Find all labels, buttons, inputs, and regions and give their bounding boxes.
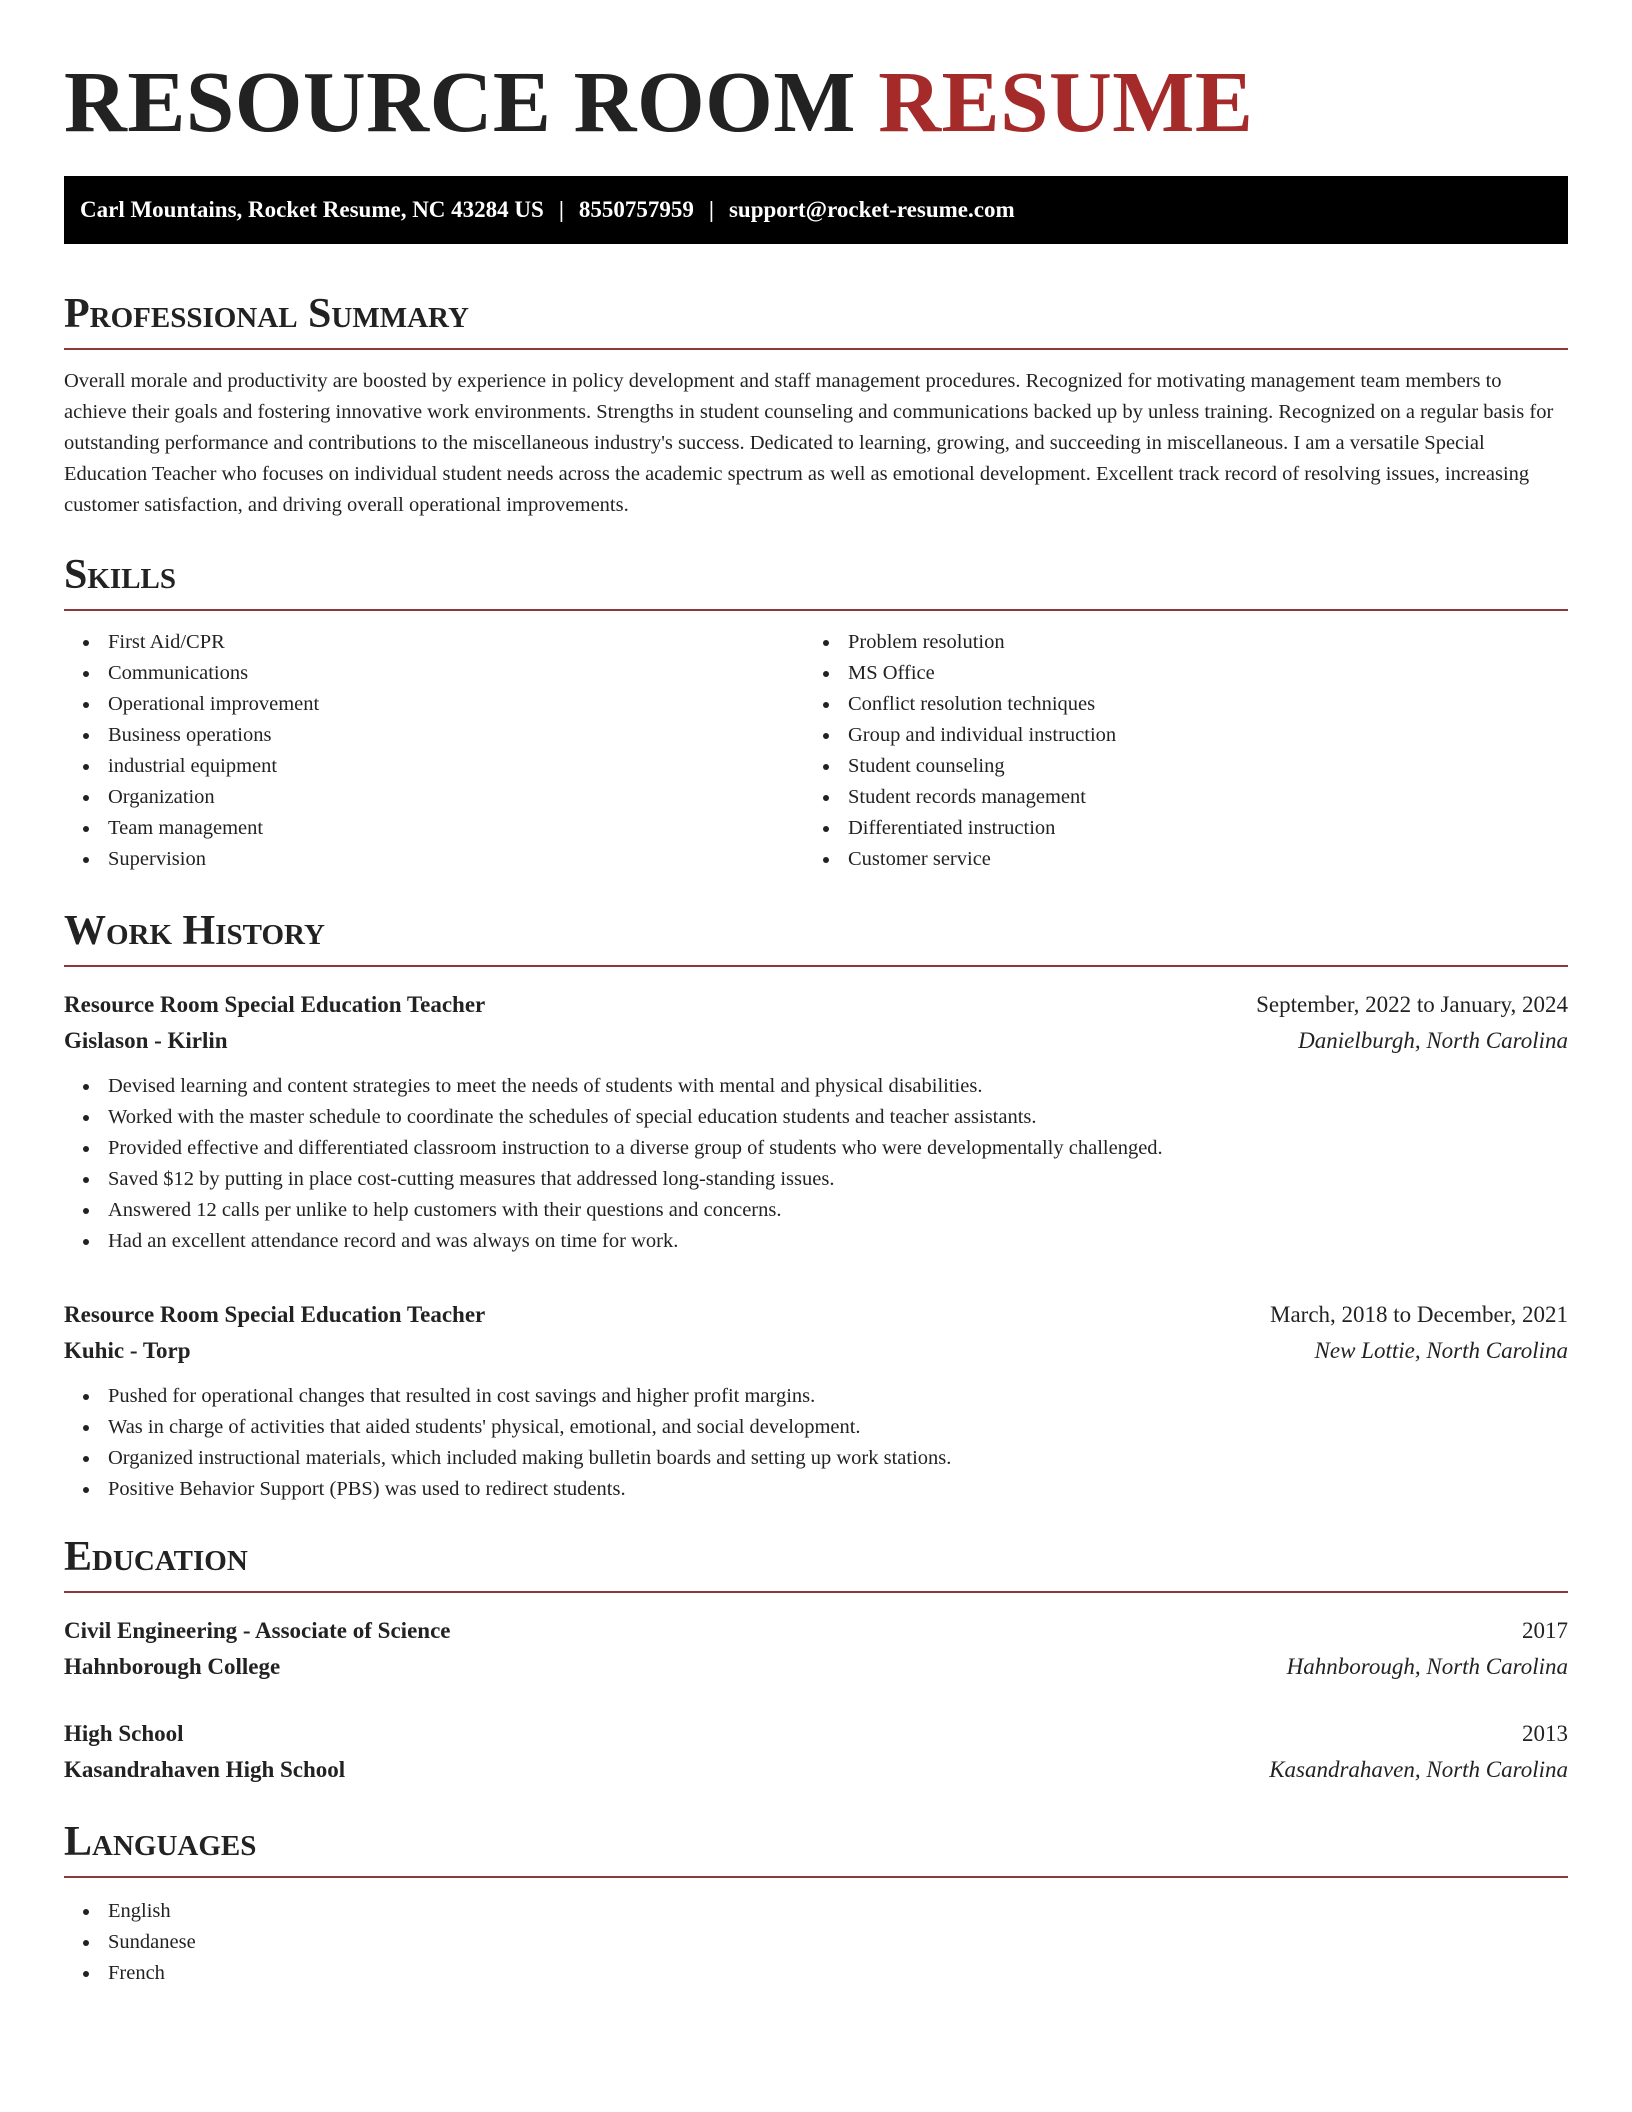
job-company: Kuhic - Torp (64, 1338, 191, 1363)
contact-separator: | (558, 197, 564, 222)
resume-page (64, 0, 1568, 1989)
job-company-row (64, 1333, 1568, 1369)
language-item: English (64, 1896, 1568, 1927)
job-location: Danielburgh, North Carolina (1298, 1028, 1568, 1053)
education-school-row (64, 1649, 1568, 1685)
skill-item: Student records management (804, 782, 1544, 813)
job-bullets (64, 1381, 1568, 1505)
job-company-row (64, 1023, 1568, 1059)
job-bullets (64, 1071, 1568, 1257)
job-entry (64, 1297, 1568, 1505)
work-history-heading: Work History (64, 905, 1568, 967)
job-bullet: Answered 12 calls per unlike to help customers with their questions and concerns. (64, 1195, 1568, 1226)
education-location: Hahnborough, North Carolina (1286, 1654, 1568, 1679)
education-degree: Civil Engineering - Associate of Science (64, 1618, 451, 1643)
job-bullet: Pushed for operational changes that resulted in cost savings and higher profit margins. (64, 1381, 1568, 1412)
skill-item: MS Office (804, 658, 1544, 689)
education-heading: Education (64, 1531, 1568, 1593)
contact-address: Carl Mountains, Rocket Resume, NC 43284 US (80, 197, 544, 222)
skill-item: Business operations (64, 720, 804, 751)
education-degree: High School (64, 1721, 184, 1746)
contact-email[interactable]: support@rocket-resume.com (728, 197, 1015, 222)
education-year: 2017 (1522, 1618, 1568, 1643)
education-school: Kasandrahaven High School (64, 1757, 346, 1782)
job-title-row (64, 1297, 1568, 1333)
title-accent: RESUME (878, 53, 1254, 150)
education-degree-row (64, 1716, 1568, 1752)
job-bullet: Provided effective and differentiated classroom instruction to a diverse group of students who were developmentally challenged. (64, 1133, 1568, 1164)
skill-item: Conflict resolution techniques (804, 689, 1544, 720)
skill-item: Communications (64, 658, 804, 689)
resume-title (64, 0, 1568, 152)
skill-item: Student counseling (804, 751, 1544, 782)
job-bullet: Saved $12 by putting in place cost-cutting measures that addressed long-standing issues. (64, 1164, 1568, 1195)
skill-item: Operational improvement (64, 689, 804, 720)
job-dates: September, 2022 to January, 2024 (1256, 992, 1568, 1017)
skill-item: Group and individual instruction (804, 720, 1544, 751)
education-location: Kasandrahaven, North Carolina (1269, 1757, 1568, 1782)
education-year: 2013 (1522, 1721, 1568, 1746)
summary-text: Overall morale and productivity are boosted by experience in policy development and staff management procedures. Recognized for motivating management team members to achieve their goals and fostering innovative work environments. Strengths in student counseling and communications backed up by unless training. Recognized on a regular basis for outstanding performance and contributions to the miscellaneous industry's success. Dedicated to learning, growing, and succeeding in miscellaneous. I am a versatile Special Education Teacher who focuses on individual student needs across the academic spectrum as well as emotional development. Excellent track record of resolving issues, increasing customer satisfaction, and driving overall operational improvements. (64, 370, 1554, 516)
job-title: Resource Room Special Education Teacher (64, 1302, 486, 1327)
job-dates: March, 2018 to December, 2021 (1270, 1302, 1568, 1327)
education-school: Hahnborough College (64, 1654, 281, 1679)
education-entry (64, 1613, 1568, 1685)
skill-item: Customer service (804, 844, 1544, 875)
job-entry (64, 987, 1568, 1257)
job-company: Gislason - Kirlin (64, 1028, 228, 1053)
job-title-row (64, 987, 1568, 1023)
job-bullet: Devised learning and content strategies to meet the needs of students with mental and physical disabilities. (64, 1071, 1568, 1102)
education-entry (64, 1716, 1568, 1788)
job-bullet: Organized instructional materials, which included making bulletin boards and setting up work stations. (64, 1443, 1568, 1474)
contact-bar (64, 176, 1568, 244)
skill-item: First Aid/CPR (64, 627, 804, 658)
education-degree-row (64, 1613, 1568, 1649)
skill-item: Team management (64, 813, 804, 844)
contact-separator: | (708, 197, 714, 222)
job-bullet: Had an excellent attendance record and was always on time for work. (64, 1226, 1568, 1257)
skills-list-right (804, 627, 1544, 875)
languages-heading: Languages (64, 1816, 1568, 1878)
job-bullet: Was in charge of activities that aided students' physical, emotional, and social development. (64, 1412, 1568, 1443)
skill-item: industrial equipment (64, 751, 804, 782)
skill-item: Problem resolution (804, 627, 1544, 658)
skills-heading: Skills (64, 549, 1568, 611)
languages-list (64, 1896, 1568, 1989)
skills-list-left (64, 627, 804, 875)
job-bullet: Positive Behavior Support (PBS) was used to redirect students. (64, 1474, 1568, 1505)
contact-phone[interactable]: 8550757959 (578, 197, 694, 222)
skill-item: Supervision (64, 844, 804, 875)
title-main: RESOURCE ROOM (64, 53, 856, 150)
language-item: Sundanese (64, 1927, 1568, 1958)
skills-columns (64, 627, 1568, 875)
skill-item: Organization (64, 782, 804, 813)
job-bullet: Worked with the master schedule to coordinate the schedules of special education students and teacher assistants. (64, 1102, 1568, 1133)
skill-item: Differentiated instruction (804, 813, 1544, 844)
summary-heading: Professional Summary (64, 288, 1568, 350)
education-school-row (64, 1752, 1568, 1788)
job-title: Resource Room Special Education Teacher (64, 992, 486, 1017)
language-item: French (64, 1958, 1568, 1989)
job-location: New Lottie, North Carolina (1314, 1338, 1568, 1363)
